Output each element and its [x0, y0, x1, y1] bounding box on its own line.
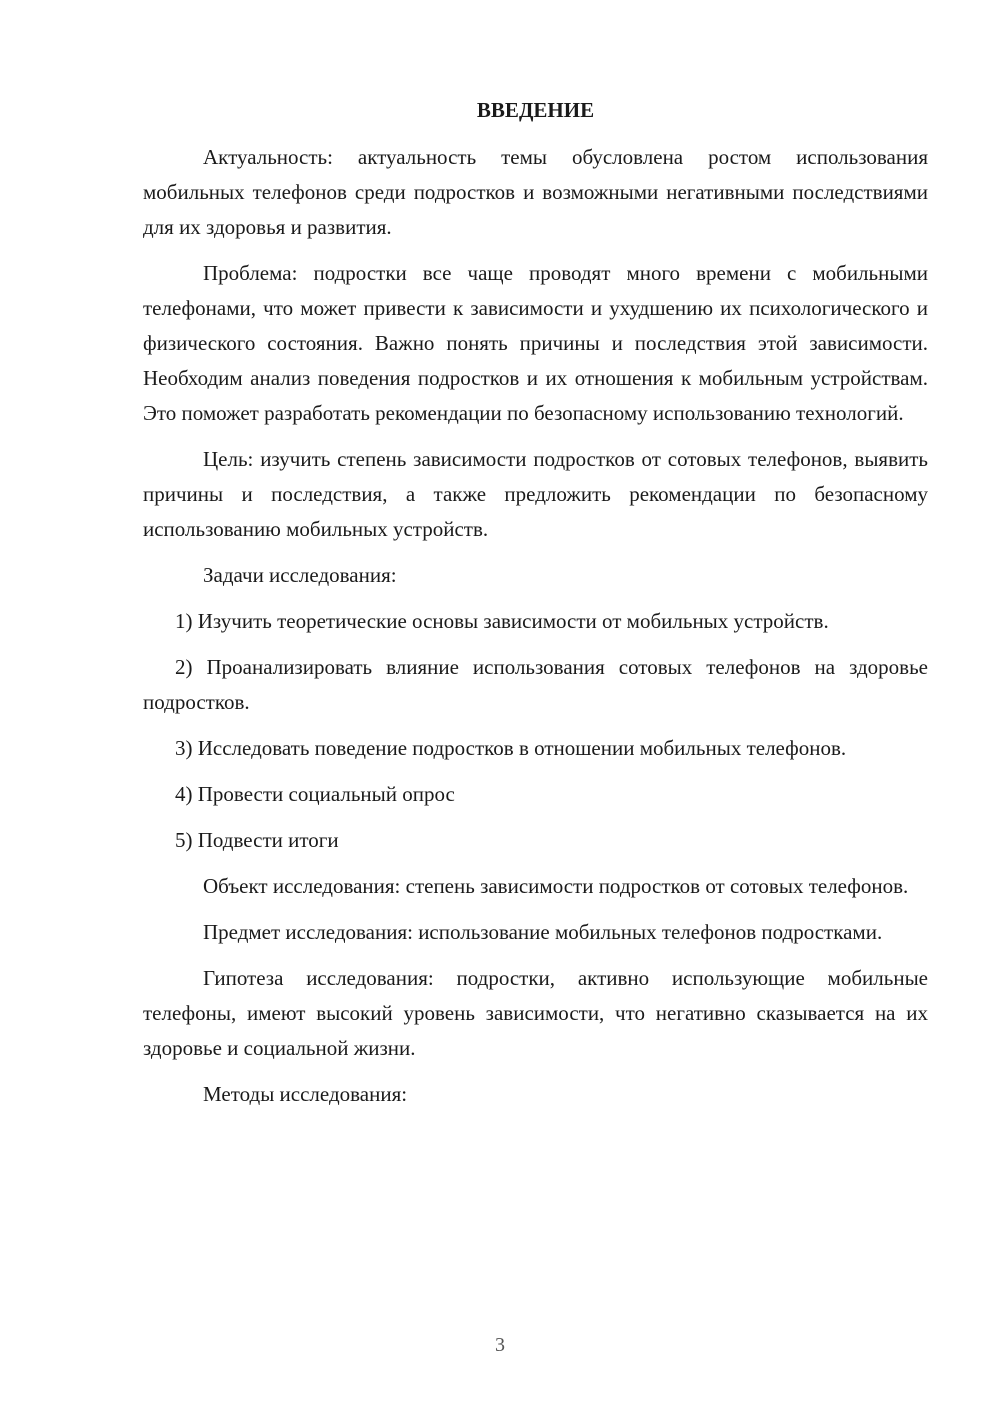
tasks-heading: Задачи исследования:	[203, 563, 397, 587]
page-number: 3	[495, 1334, 505, 1356]
document-page	[143, 95, 928, 1123]
task-item-2: 2) Проанализировать влияние использования сотовых телефонов на здоровье подростков.	[143, 655, 928, 714]
object-paragraph: Объект исследования: степень зависимости подростков от сотовых телефонов.	[203, 874, 909, 898]
task-item-1: 1) Изучить теоретические основы зависимости от мобильных устройств.	[175, 609, 829, 633]
subject-paragraph: Предмет исследования: использование мобильных телефонов подростками.	[203, 920, 883, 944]
methods-heading: Методы исследования:	[203, 1082, 408, 1106]
task-item-3: 3) Исследовать поведение подростков в отношении мобильных телефонов.	[175, 736, 847, 760]
goal-paragraph: Цель: изучить степень зависимости подростков от сотовых телефонов, выявить причины и последствия, а также предложить рекомендации по безопасному использованию мобильных устройств.	[143, 447, 928, 541]
task-item-5: 5) Подвести итоги	[175, 828, 339, 852]
page-title: ВВЕДЕНИЕ	[476, 98, 595, 122]
hypothesis-paragraph: Гипотеза исследования: подростки, активно использующие мобильные телефоны, имеют высокий уровень зависимости, что негативно сказывается на их здоровье и социальной жизни.	[143, 966, 928, 1060]
relevance-paragraph: Актуальность: актуальность темы обусловлена ростом использования мобильных телефонов среди подростков и возможными негативными последствиями для их здоровья и развития.	[143, 145, 928, 239]
problem-paragraph: Проблема: подростки все чаще проводят много времени с мобильными телефонами, что может привести к зависимости и ухудшению их психологического и физического состояния. Важно понять причины и последствия этой зависимости. Необходим анализ поведения подростков и их отношения к мобильным устройствам. Это поможет разработать рекомендации по безопасному использованию технологий.	[143, 261, 928, 425]
task-item-4: 4) Провести социальный опрос	[175, 782, 455, 806]
